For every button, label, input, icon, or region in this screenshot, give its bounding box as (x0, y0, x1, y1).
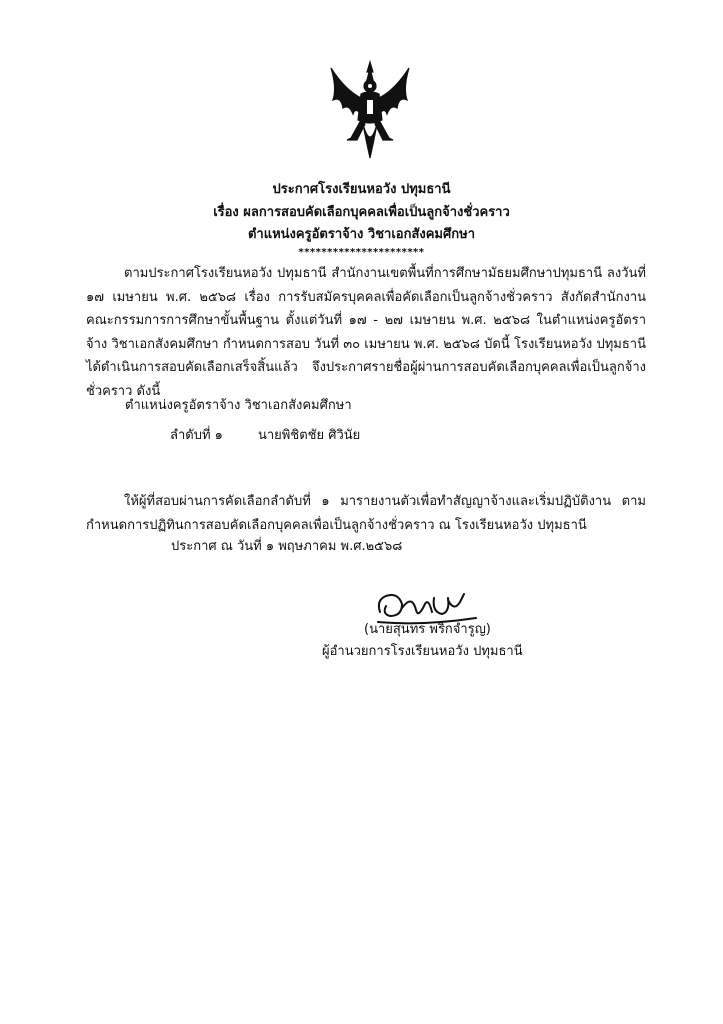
rank-label: ลำดับที่ ๑ (170, 428, 223, 443)
position-line: ตำแหน่งครูอัตราจ้าง วิชาเอกสังคมศึกษา (125, 398, 352, 413)
passed-candidate-name: นายพิชิตชัย ศิวินัย (258, 428, 361, 443)
body-paragraph-2: ให้ผู้ที่สอบผ่านการคัดเลือกลำดับที่ ๑ มารายงานตัวเพื่อทำสัญญาจ้างและเริ่มปฏิบัติงาน ตามกำหนดการปฏิทินการสอบคัดเลือกบุคคลเพื่อเป็นลูกจ้างชั่วคราว ณ โรงเรียนหอวัง ปทุมธานี (86, 494, 646, 533)
announcement-subject: เรื่อง ผลการสอบคัดเลือกบุคคลเพื่อเป็นลูกจ้างชั่วคราว (213, 205, 510, 220)
signer-position: ผู้อำนวยการโรงเรียนหอวัง ปทุมธานี (322, 644, 523, 659)
header-divider: ********************** (298, 247, 425, 258)
garuda-emblem-icon (327, 60, 413, 160)
announcement-date: ประกาศ ณ วันที่ ๑ พฤษภาคม พ.ศ.๒๕๖๘ (171, 539, 403, 554)
announcement-position: ตำแหน่งครูอัตราจ้าง วิชาเอกสังคมศึกษา (247, 227, 475, 242)
body-paragraph-1: ตามประกาศโรงเรียนหอวัง ปทุมธานี สำนักงานเขตพื้นที่การศึกษามัธยมศึกษาปทุมธานี ลงวันที่ ๑๗ เมษายน พ.ศ. ๒๕๖๘ เรื่อง การรับสมัครบุคคลเพื่อคัดเลือกเป็นลูกจ้างชั่วคราว สังกัดสำนักงานคณะกรรมการการศึกษาขั้นพื้นฐาน ตั้งแต่วันที่ ๑๗ - ๒๗ เมษายน พ.ศ. ๒๕๖๘ ในตำแหน่งครูอัตราจ้าง วิชาเอกสังคมศึกษา กำหนดการสอบ วันที่ ๓๐ เมษายน พ.ศ. ๒๕๖๘ บัดนี้ โรงเรียนหอวัง ปทุมธานี ได้ดำเนินการสอบคัดเลือกเสร็จสิ้นแล้ว จึงประกาศรายชื่อผู้ผ่านการสอบคัดเลือกบุคคลเพื่อเป็นลูกจ้างชั่วคราว ดังนี้ (86, 266, 646, 399)
signer-name: (นายสุนทร พริกจำรูญ) (364, 622, 491, 637)
announcement-title: ประกาศโรงเรียนหอวัง ปทุมธานี (272, 182, 451, 197)
